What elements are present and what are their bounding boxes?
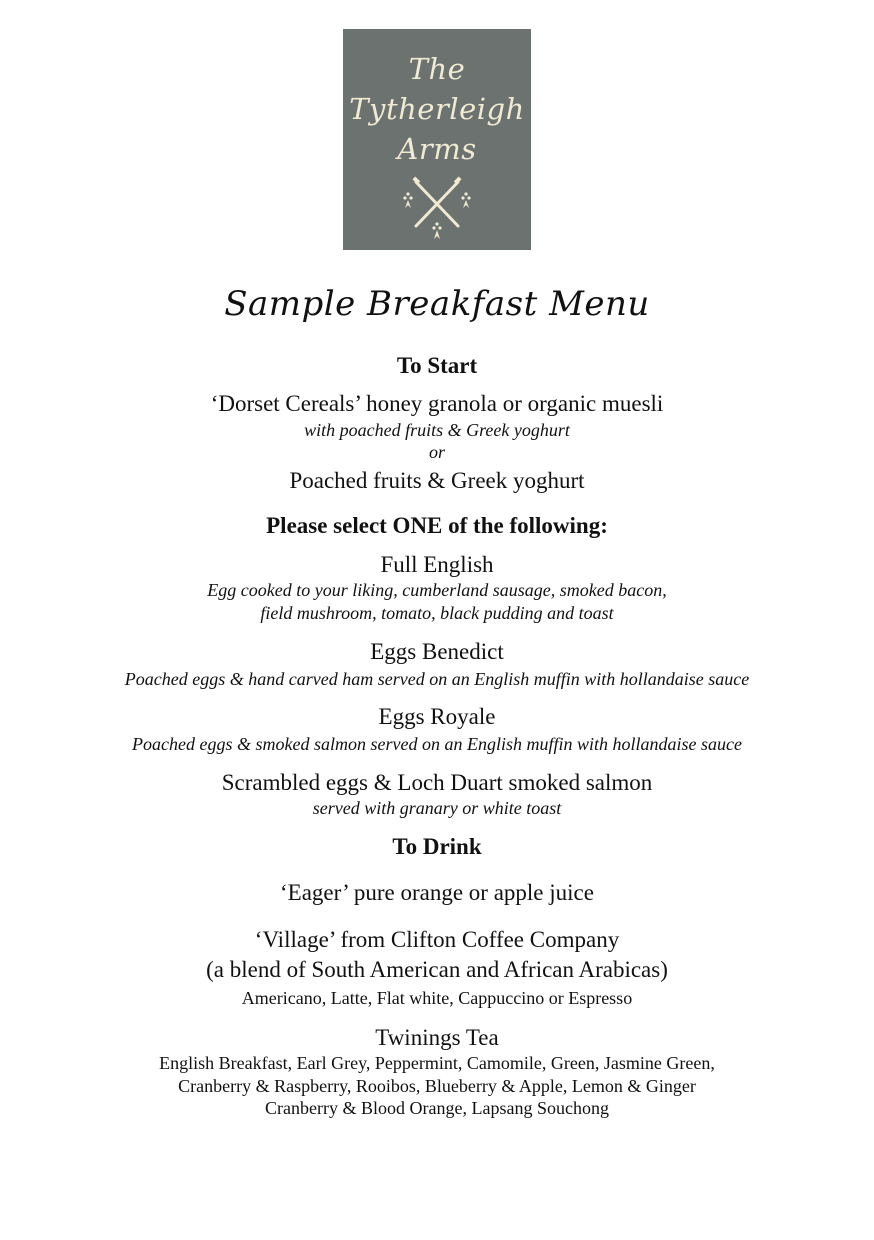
menu-item-cereals: ‘Dorset Cereals’ honey granola or organic muesli (210, 391, 664, 416)
drink-coffee-options: Americano, Latte, Flat white, Cappuccino or Espresso (241, 988, 633, 1008)
logo-line-tytherleigh: Tytherleigh (349, 92, 525, 126)
menu-item-eggs-royale: Eggs Royale (378, 704, 496, 729)
menu-item-desc: Egg cooked to your liking, cumberland sausage, smoked bacon, (207, 580, 667, 600)
drink-tea-options: English Breakfast, Earl Grey, Peppermint, Camomile, Green, Jasmine Green, (159, 1053, 715, 1073)
logo-line-arms: Arms (397, 132, 477, 166)
logo-line-the: The (408, 52, 466, 86)
menu-item-poached-fruits: Poached fruits & Greek yoghurt (289, 468, 585, 493)
menu-item-desc: served with granary or white toast (312, 798, 562, 818)
drink-tea-options: Cranberry & Raspberry, Rooibos, Blueberry & Apple, Lemon & Ginger (178, 1076, 696, 1096)
menu-item-scrambled-eggs: Scrambled eggs & Loch Duart smoked salmon (221, 770, 653, 795)
menu-item-full-english: Full English (380, 552, 494, 577)
or-separator: or (428, 442, 445, 462)
drink-coffee-blend: (a blend of South American and African Arabicas) (206, 957, 668, 982)
menu-title: Sample Breakfast Menu (224, 284, 650, 324)
menu-item-desc: Poached eggs & smoked salmon served on an English muffin with hollandaise sauce (132, 734, 742, 754)
crossed-swords-ermine-icon (402, 172, 472, 242)
menu-item-desc: Poached eggs & hand carved ham served on an English muffin with hollandaise sauce (124, 669, 750, 689)
drink-tea-name: Twinings Tea (375, 1025, 499, 1050)
section-heading-select-one: Please select ONE of the following: (266, 513, 608, 538)
drink-coffee-name: ‘Village’ from Clifton Coffee Company (254, 927, 620, 952)
section-heading-to-start: To Start (396, 353, 478, 378)
menu-item-eggs-benedict: Eggs Benedict (370, 639, 504, 664)
menu-item-desc: field mushroom, tomato, black pudding and toast (260, 603, 614, 623)
section-heading-to-drink: To Drink (392, 834, 482, 859)
menu-item-cereals-desc: with poached fruits & Greek yoghurt (304, 420, 570, 440)
drink-juice: ‘Eager’ pure orange or apple juice (280, 880, 594, 905)
logo-block (343, 29, 531, 250)
drink-tea-options: Cranberry & Blood Orange, Lapsang Souchong (265, 1098, 609, 1118)
